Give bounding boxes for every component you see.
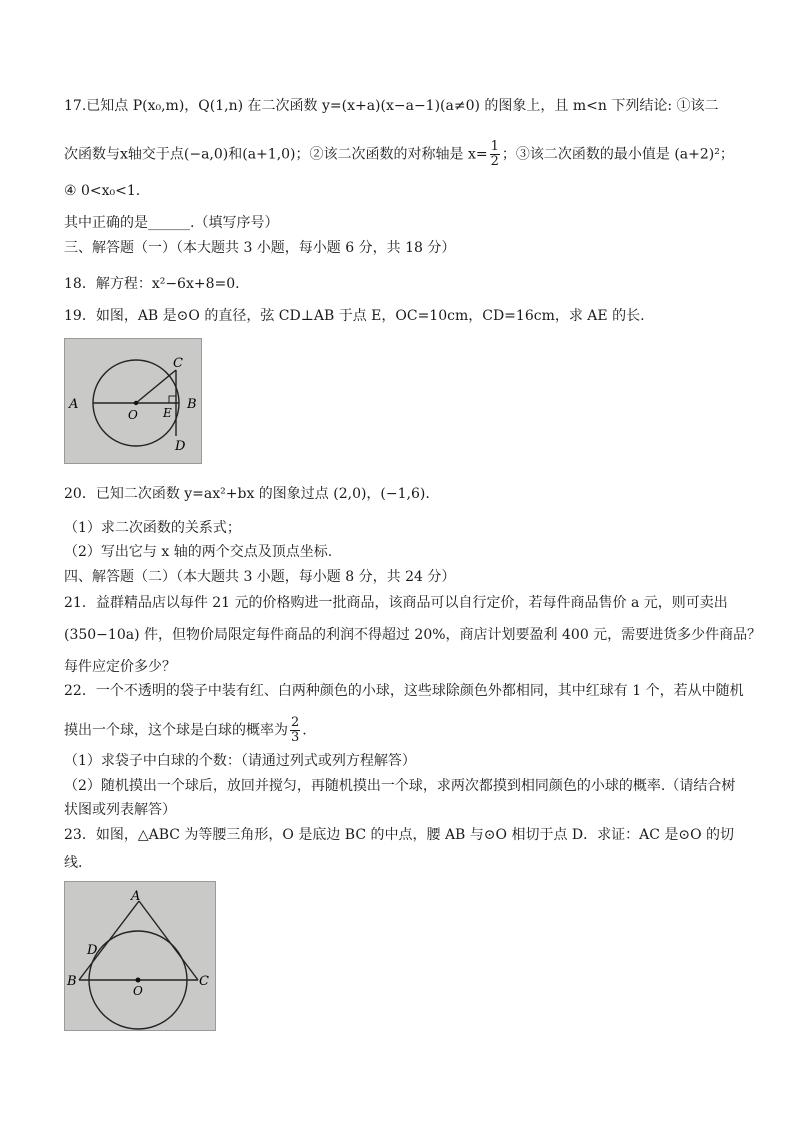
q17-frac-num: 1: [490, 139, 499, 154]
q18: 18．解方程：x²−6x+8=0.: [64, 276, 240, 292]
q22-line2-text: 摸出一个球，这个球是白球的概率为: [64, 722, 288, 739]
q22-fraction: [290, 716, 300, 745]
q17-line1: 17.已知点 P(x₀,m)，Q(1,n) 在二次函数 y=(x+a)(x−a−1)(a≠0) 的图象上，且 m<n 下列结论: ①该二: [64, 98, 719, 114]
fig1-label-D: D: [175, 439, 186, 454]
fig1-label-O: O: [128, 408, 138, 422]
q23-line2: 线.: [64, 855, 83, 871]
q22-line2: [64, 716, 764, 745]
q21-line3: 每件应定价多少？: [64, 659, 176, 675]
q22-part1: （1）求袋子中白球的个数：（请通过列式或列方程解答）: [64, 753, 416, 769]
q17-frac-den: 2: [490, 154, 499, 169]
section4-heading: 四、解答题（二）（本大题共 3 小题，每小题 8 分，共 24 分）: [64, 569, 456, 585]
q20-part1: （1）求二次函数的关系式；: [64, 520, 241, 536]
q21-line2: (350−10a) 件，但物价局限定每件商品的利润不得超过 20%，商店计划要盈利 400 元，需要进货多少件商品？: [64, 627, 762, 643]
q17-fraction: [490, 140, 500, 169]
q22-line1: 22．一个不透明的袋子中装有红、白两种颜色的小球，这些球除颜色外都相同，其中红球有 1 个，若从中随机: [64, 683, 744, 699]
q20-stem: 20．已知二次函数 y=ax²+bx 的图象过点 (2,0)，(−1,6).: [64, 486, 430, 502]
q22-part2-line2: 状图或列表解答）: [64, 802, 176, 818]
section3-heading: 三、解答题（一）（本大题共 3 小题，每小题 6 分，共 18 分）: [64, 240, 456, 256]
q20-part2: （2）写出它与 x 轴的两个交点及顶点坐标.: [64, 544, 333, 560]
q17-line4: 其中正确的是______.（填写序号）: [64, 215, 279, 231]
q17-line2: [64, 140, 764, 169]
fig2-label-C: C: [199, 974, 209, 989]
fig1-label-A: A: [69, 397, 79, 412]
fig2-label-B: B: [67, 974, 77, 989]
q23-line1: 23．如图，△ABC 为等腰三角形，O 是底边 BC 的中点，腰 AB 与⊙O 相切于点 D．求证：AC 是⊙O 的切: [64, 827, 735, 843]
q17-line3: ④ 0<x₀<1.: [64, 183, 141, 199]
fig2-label-A: A: [131, 889, 141, 904]
q22-part2-line1: （2）随机摸出一个球后，放回并搅匀，再随机摸出一个球，求两次都摸到相同颜色的小球的概率.（请结合树: [64, 778, 736, 794]
q22-line2-end: .: [302, 722, 307, 739]
fig1-label-C: C: [173, 356, 183, 371]
figure-circle-chord: [64, 338, 202, 464]
q22-frac-num: 2: [291, 715, 300, 730]
fig2-label-O: O: [133, 984, 143, 998]
q19: 19．如图，AB 是⊙O 的直径，弦 CD⊥AB 于点 E，OC=10cm，CD=16cm，求 AE 的长.: [64, 308, 645, 324]
fig1-label-B: B: [187, 397, 197, 412]
fig1-label-E: E: [163, 406, 172, 420]
figure-isosceles-triangle: [64, 881, 216, 1031]
q17-line2-text-a: 次函数与x轴交于点(−a,0)和(a+1,0)；②该二次函数的对称轴是 x=: [64, 146, 488, 163]
fig2-label-D: D: [87, 943, 98, 958]
q22-frac-den: 3: [291, 730, 300, 745]
q17-line2-text-b: ；③该二次函数的最小值是 (a+2)²；: [501, 146, 734, 163]
q21-line1: 21．益群精品店以每件 21 元的价格购进一批商品，该商品可以自行定价，若每件商品售价 a 元，则可卖出: [64, 595, 728, 611]
